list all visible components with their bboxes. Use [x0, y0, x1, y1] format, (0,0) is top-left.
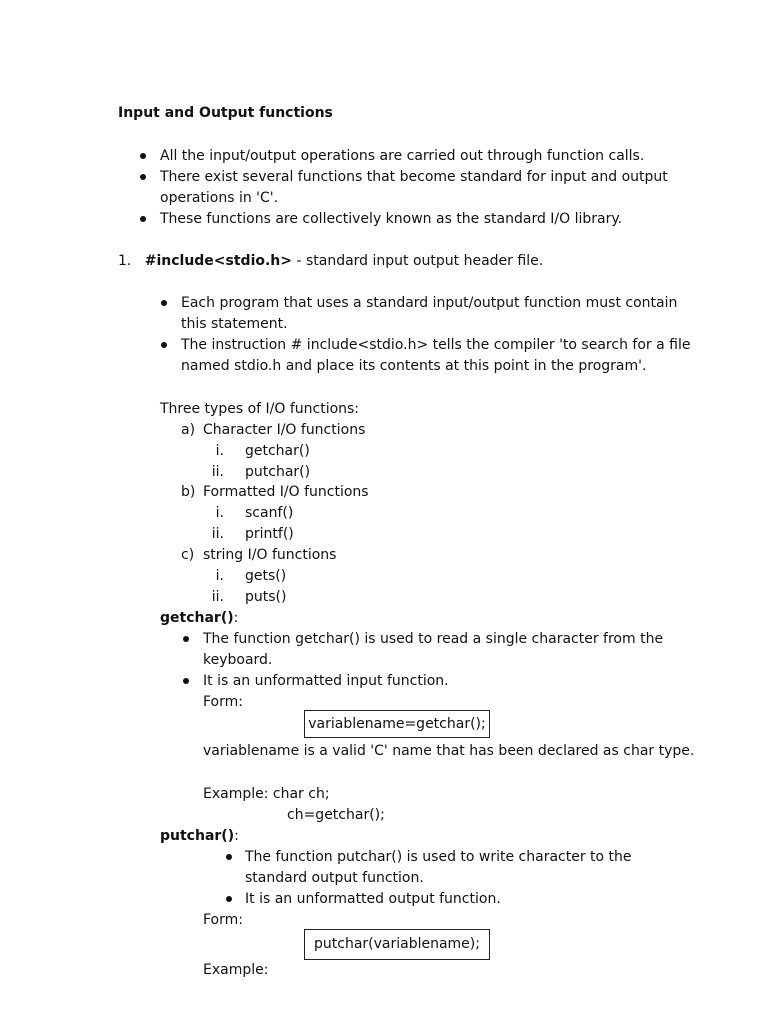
- include-bullet-1: Each program that uses a standard input/output function must contain: [181, 295, 678, 311]
- type-c-item-1: gets(): [245, 568, 287, 584]
- bullet-icon: [161, 342, 167, 348]
- getchar-heading: [160, 609, 238, 627]
- type-a-marker: a): [181, 422, 196, 438]
- include-bullet-2-cont: named stdio.h and place its contents at this point in the program'.: [181, 358, 647, 374]
- intro-bullet-2-cont: operations in 'C'.: [160, 190, 279, 206]
- type-c-label: string I/O functions: [203, 547, 337, 563]
- getchar-example-2: ch=getchar();: [287, 807, 385, 823]
- type-a-item-2: putchar(): [245, 464, 311, 480]
- type-b-item-1: scanf(): [245, 505, 294, 521]
- include-bullet-2: The instruction # include<stdio.h> tells the compiler 'to search for a file: [181, 337, 691, 353]
- roman-i: i.: [215, 568, 224, 584]
- getchar-title: getchar(): [160, 610, 234, 626]
- getchar-example-1: Example: char ch;: [203, 786, 330, 802]
- putchar-bullet-1: The function putchar() is used to write character to the: [245, 849, 632, 865]
- putchar-bullet-2: It is an unformatted output function.: [245, 891, 501, 907]
- getchar-bullet-1-cont: keyboard.: [203, 652, 273, 668]
- putchar-bullet-1-cont: standard output function.: [245, 870, 424, 886]
- getchar-form-label: Form:: [203, 694, 243, 710]
- section-number: 1.: [118, 253, 132, 269]
- roman-i: i.: [215, 443, 224, 459]
- putchar-colon: :: [234, 828, 239, 844]
- type-c-marker: c): [181, 547, 195, 563]
- type-b-marker: b): [181, 484, 196, 500]
- getchar-form-box: variablename=getchar();: [304, 710, 490, 738]
- putchar-form-label: Form:: [203, 912, 243, 928]
- bullet-icon: [226, 896, 232, 902]
- type-b-item-2: printf(): [245, 526, 294, 542]
- putchar-title: putchar(): [160, 828, 235, 844]
- type-a-label: Character I/O functions: [203, 422, 366, 438]
- putchar-example-label: Example:: [203, 962, 269, 978]
- getchar-bullet-1: The function getchar() is used to read a single character from the: [203, 631, 664, 647]
- type-c-item-2: puts(): [245, 589, 287, 605]
- type-b-label: Formatted I/O functions: [203, 484, 369, 500]
- bullet-icon: [226, 854, 232, 860]
- roman-i: i.: [215, 505, 224, 521]
- bullet-icon: [140, 216, 146, 222]
- type-a-item-1: getchar(): [245, 443, 310, 459]
- bullet-icon: [161, 300, 167, 306]
- intro-bullet-3: These functions are collectively known as the standard I/O library.: [160, 211, 623, 227]
- include-bullet-1-cont: this statement.: [181, 316, 288, 332]
- section-1-desc: - standard input output header file.: [292, 253, 544, 269]
- getchar-colon: :: [233, 610, 239, 626]
- intro-bullet-1: All the input/output operations are carried out through function calls.: [160, 148, 645, 164]
- putchar-heading: [160, 827, 239, 845]
- bullet-icon: [140, 174, 146, 180]
- roman-ii: ii.: [211, 526, 224, 542]
- include-directive: #include<stdio.h>: [144, 253, 293, 269]
- types-title: Three types of I/O functions:: [160, 401, 360, 417]
- getchar-bullet-2: It is an unformatted input function.: [203, 673, 449, 689]
- intro-bullet-2: There exist several functions that become standard for input and output: [160, 169, 668, 185]
- putchar-form-box: putchar(variablename);: [304, 929, 490, 960]
- getchar-note: variablename is a valid 'C' name that has been declared as char type.: [203, 743, 695, 759]
- section-1-heading: [118, 252, 543, 270]
- bullet-icon: [183, 678, 189, 684]
- page-title: Input and Output functions: [118, 105, 333, 121]
- roman-ii: ii.: [211, 464, 224, 480]
- roman-ii: ii.: [211, 589, 224, 605]
- bullet-icon: [183, 636, 189, 642]
- bullet-icon: [140, 153, 146, 159]
